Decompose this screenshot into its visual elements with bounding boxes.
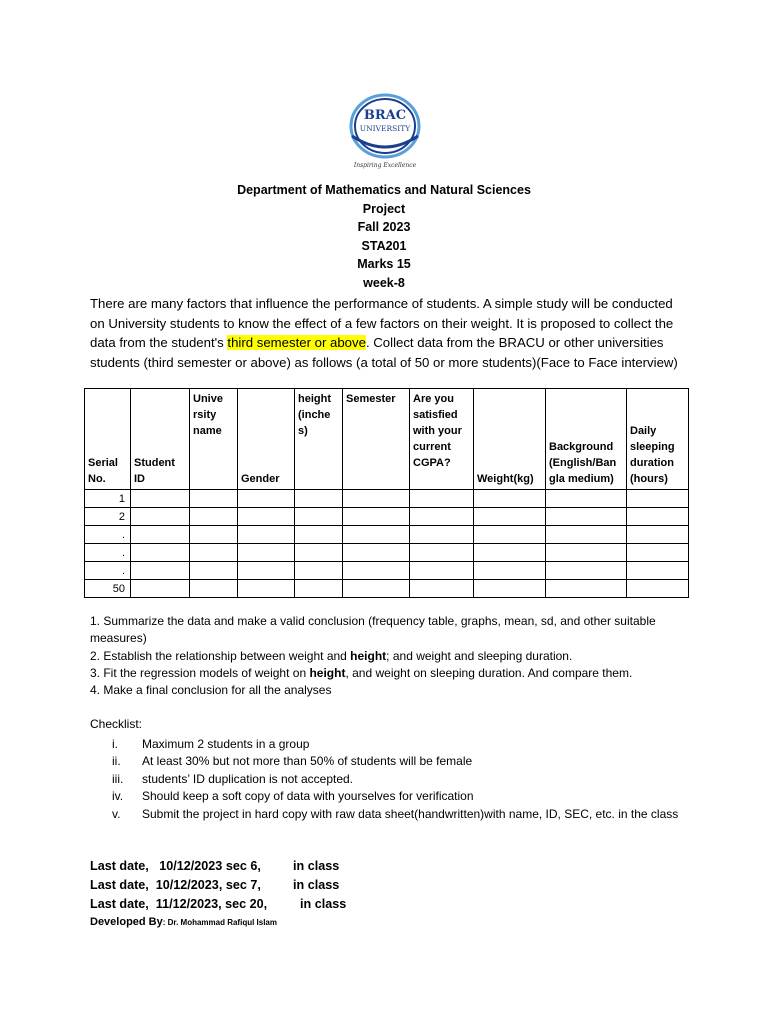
course-code: STA201 xyxy=(361,238,407,253)
col-gender: Gender xyxy=(238,389,295,490)
marks-label: Marks 15 xyxy=(357,257,411,271)
empty-cell xyxy=(343,544,410,562)
empty-cell xyxy=(546,544,627,562)
empty-cell xyxy=(295,580,343,598)
empty-cell xyxy=(190,562,238,580)
deadline-row: Last date, 11/12/2023, sec 20, in class xyxy=(90,897,347,911)
empty-cell xyxy=(131,580,190,598)
document-header xyxy=(0,181,768,292)
empty-cell xyxy=(131,544,190,562)
intro-paragraph xyxy=(90,294,690,372)
task-3: 3. Fit the regression models of weight on height, and weight on sleeping duration. And compare them. xyxy=(90,665,633,680)
empty-cell xyxy=(295,526,343,544)
table-header-row xyxy=(85,389,689,490)
developer-credit: Developed By: Dr. Mohammad Rafiqul Islam xyxy=(90,916,277,928)
empty-cell xyxy=(627,508,689,526)
checklist-title: Checklist: xyxy=(90,717,143,731)
empty-cell xyxy=(546,508,627,526)
table-row xyxy=(85,490,689,508)
serial-cell: 2 xyxy=(85,508,131,526)
table-row xyxy=(85,526,689,544)
table-row xyxy=(85,544,689,562)
term-label: Fall 2023 xyxy=(357,220,411,234)
checklist-item: v. Submit the project in hard copy with raw data sheet(handwritten)with name, ID, SEC, etc. in the class xyxy=(112,806,679,821)
checklist xyxy=(90,736,690,823)
intro-text-2: . Collect data from the BRACU or other universities students (third semester or above) as follows (a total of 50 or more students)(Face to Face interview) xyxy=(90,335,678,370)
task-4: 4. Make a final conclusion for all the analyses xyxy=(90,683,332,698)
empty-cell xyxy=(190,490,238,508)
week-label: week-8 xyxy=(363,275,405,290)
empty-cell xyxy=(410,490,474,508)
task-list xyxy=(90,613,700,699)
empty-cell xyxy=(131,562,190,580)
serial-cell: . xyxy=(85,526,131,544)
empty-cell xyxy=(546,490,627,508)
task-2: 2. Establish the relationship between weight and height; and weight and sleeping duration. xyxy=(90,648,573,663)
highlighted-text: third semester or above xyxy=(227,335,366,350)
empty-cell xyxy=(627,544,689,562)
empty-cell xyxy=(131,508,190,526)
empty-cell xyxy=(546,580,627,598)
col-weight: Weight(kg) xyxy=(474,389,546,490)
data-collection-table xyxy=(84,388,689,598)
checklist-item: iv. Should keep a soft copy of data with yourselves for verification xyxy=(112,789,474,804)
empty-cell xyxy=(410,508,474,526)
logo-tagline: Inspiring Excellence xyxy=(353,162,417,169)
table-row xyxy=(85,562,689,580)
empty-cell xyxy=(627,562,689,580)
empty-cell xyxy=(474,526,546,544)
deadline-row: Last date, 10/12/2023, sec 7, in class xyxy=(90,878,340,892)
empty-cell xyxy=(190,508,238,526)
empty-cell xyxy=(295,544,343,562)
task-1: 1. Summarize the data and make a valid conclusion (frequency table, graphs, mean, sd, and other suitable measures) xyxy=(90,614,656,646)
empty-cell xyxy=(410,544,474,562)
empty-cell xyxy=(627,580,689,598)
department-title: Department of Mathematics and Natural Sciences xyxy=(237,183,531,197)
empty-cell xyxy=(190,544,238,562)
empty-cell xyxy=(410,562,474,580)
empty-cell xyxy=(410,580,474,598)
logo-text-brac: BRAC xyxy=(363,108,407,123)
table-row xyxy=(85,508,689,526)
empty-cell xyxy=(343,526,410,544)
checklist-item: i. Maximum 2 students in a group xyxy=(112,737,310,751)
serial-cell: . xyxy=(85,562,131,580)
table-row xyxy=(85,580,689,598)
empty-cell xyxy=(238,580,295,598)
empty-cell xyxy=(238,508,295,526)
empty-cell xyxy=(343,562,410,580)
col-height: height (inche s) xyxy=(295,389,343,490)
empty-cell xyxy=(474,508,546,526)
serial-cell: . xyxy=(85,544,131,562)
empty-cell xyxy=(627,490,689,508)
logo-text-university: UNIVERSITY xyxy=(359,124,411,133)
col-student-id: Student ID xyxy=(131,389,190,490)
empty-cell xyxy=(190,580,238,598)
empty-cell xyxy=(410,526,474,544)
brac-university-logo xyxy=(330,90,440,170)
empty-cell xyxy=(238,544,295,562)
empty-cell xyxy=(474,580,546,598)
empty-cell xyxy=(343,508,410,526)
empty-cell xyxy=(343,490,410,508)
empty-cell xyxy=(295,562,343,580)
col-cgpa-satisfaction: Are you satisfied with your current CGPA? xyxy=(410,389,474,490)
empty-cell xyxy=(238,490,295,508)
empty-cell xyxy=(546,562,627,580)
checklist-item: ii. At least 30% but not more than 50% of students will be female xyxy=(112,754,473,769)
empty-cell xyxy=(131,490,190,508)
checklist-item: iii. students’ ID duplication is not accepted. xyxy=(112,771,354,786)
empty-cell xyxy=(295,508,343,526)
col-semester: Semester xyxy=(343,389,410,490)
empty-cell xyxy=(474,544,546,562)
empty-cell xyxy=(474,562,546,580)
col-university-name: Unive rsity name xyxy=(190,389,238,490)
empty-cell xyxy=(131,526,190,544)
empty-cell xyxy=(295,490,343,508)
empty-cell xyxy=(190,526,238,544)
deadlines xyxy=(90,857,346,914)
col-background: Background (English/Ban gla medium) xyxy=(546,389,627,490)
empty-cell xyxy=(474,490,546,508)
serial-cell: 50 xyxy=(85,580,131,598)
intro-text-1: There are many factors that influence the performance of students. A simple study will be conducted on University students to know the effect of a few factors on their weight. It is proposed to collect the data from the student's xyxy=(90,296,674,350)
empty-cell xyxy=(627,526,689,544)
empty-cell xyxy=(546,526,627,544)
empty-cell xyxy=(238,562,295,580)
col-serial-no: Serial No. xyxy=(85,389,131,490)
empty-cell xyxy=(238,526,295,544)
deadline-row: Last date, 10/12/2023 sec 6, in class xyxy=(90,859,340,873)
serial-cell: 1 xyxy=(85,490,131,508)
col-sleep-duration: Daily sleeping duration (hours) xyxy=(627,389,689,490)
project-label: Project xyxy=(362,201,406,216)
empty-cell xyxy=(343,580,410,598)
